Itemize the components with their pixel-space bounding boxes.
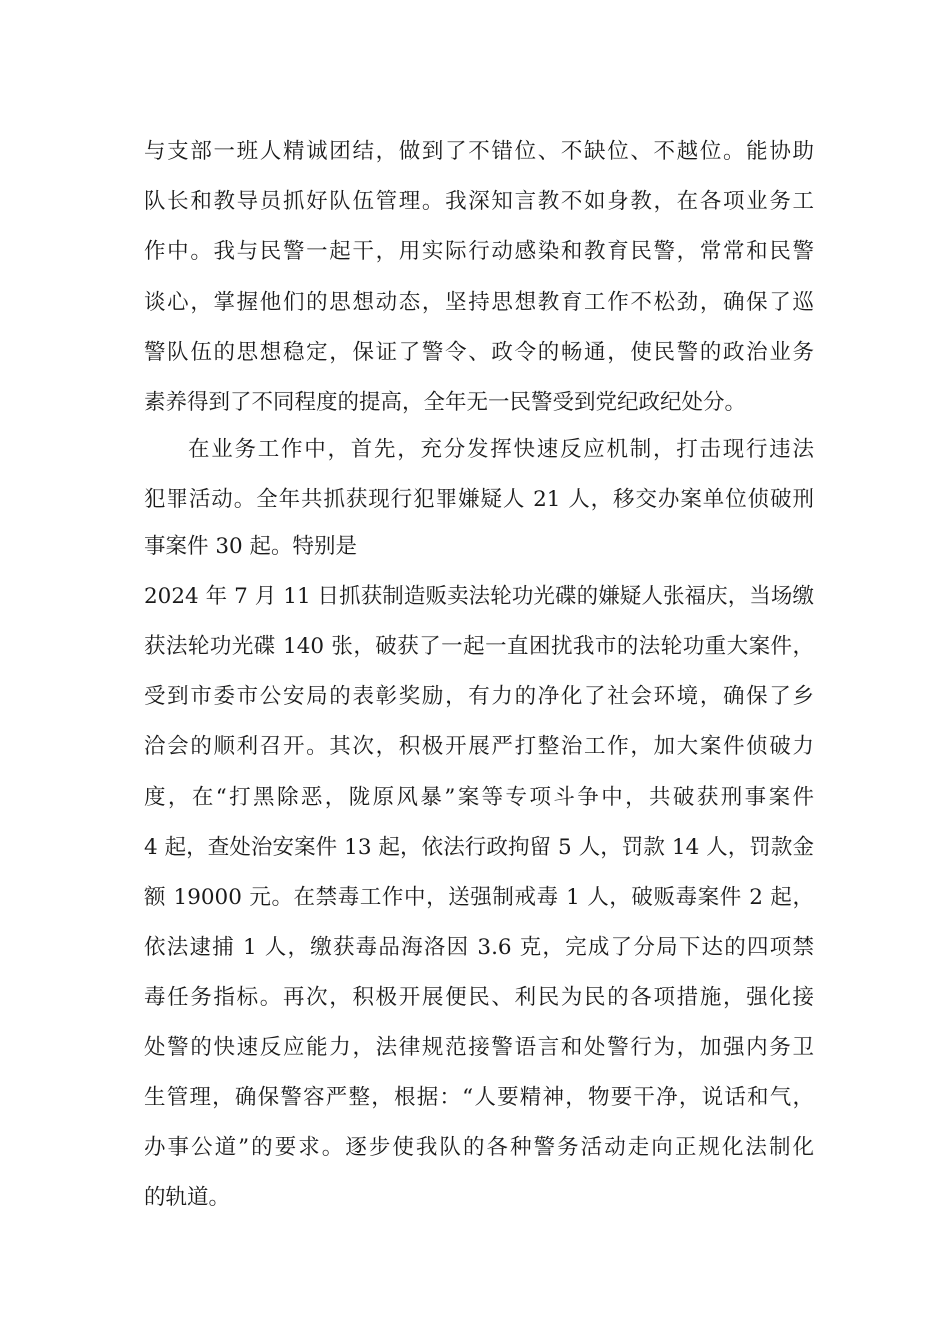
text-line: 2024 年 7 月 11 日抓获制造贩卖法轮功光碟的嫌疑人张福庆，当场缴	[144, 584, 814, 609]
text-line: 毒任务指标。再次，积极开展便民、利民为民的各项措施，强化接	[144, 985, 814, 1010]
text-line: 依法逮捕 1 人，缴获毒品海洛因 3.6 克，完成了分局下达的四项禁	[144, 935, 814, 960]
text-line: 素养得到了不同程度的提高，全年无一民警受到党纪政纪处分。	[144, 390, 747, 415]
text-line: 警队伍的思想稳定，保证了警令、政令的畅通，使民警的政治业务	[144, 340, 814, 365]
text-line: 4 起，查处治安案件 13 起，依法行政拘留 5 人，罚款 14 人，罚款金	[144, 835, 814, 860]
text-line: 受到市委市公安局的表彰奖励，有力的净化了社会环境，确保了乡	[144, 684, 814, 709]
text-line: 获法轮功光碟 140 张，破获了一起一直困扰我市的法轮功重大案件，	[144, 634, 814, 659]
text-line: 队长和教导员抓好队伍管理。我深知言教不如身教，在各项业务工	[144, 189, 814, 214]
text-line: 的轨道。	[144, 1185, 231, 1210]
paragraph-first-line: 在业务工作中，首先，充分发挥快速反应机制，打击现行违法	[188, 437, 814, 462]
text-line: 度，在“打黑除恶，陇原风暴”案等专项斗争中，共破获刑事案件	[144, 785, 814, 810]
text-line: 事案件 30 起。特别是	[144, 534, 358, 559]
text-line: 处警的快速反应能力，法律规范接警语言和处警行为，加强内务卫	[144, 1035, 814, 1060]
text-line: 额 19000 元。在禁毒工作中，送强制戒毒 1 人，破贩毒案件 2 起，	[144, 885, 814, 910]
text-line: 办事公道”的要求。逐步使我队的各种警务活动走向正规化法制化	[144, 1135, 814, 1160]
text-line: 洽会的顺利召开。其次，积极开展严打整治工作，加大案件侦破力	[144, 734, 814, 759]
text-line: 与支部一班人精诚团结，做到了不错位、不缺位、不越位。能协助	[144, 139, 814, 164]
text-line: 生管理，确保警容严整，根据：“人要精神，物要干净，说话和气，	[144, 1085, 814, 1110]
text-line: 作中。我与民警一起干，用实际行动感染和教育民警，常常和民警	[144, 239, 814, 264]
text-line: 谈心，掌握他们的思想动态，坚持思想教育工作不松劲，确保了巡	[144, 290, 814, 315]
text-line: 犯罪活动。全年共抓获现行犯罪嫌疑人 21 人，移交办案单位侦破刑	[144, 487, 814, 512]
